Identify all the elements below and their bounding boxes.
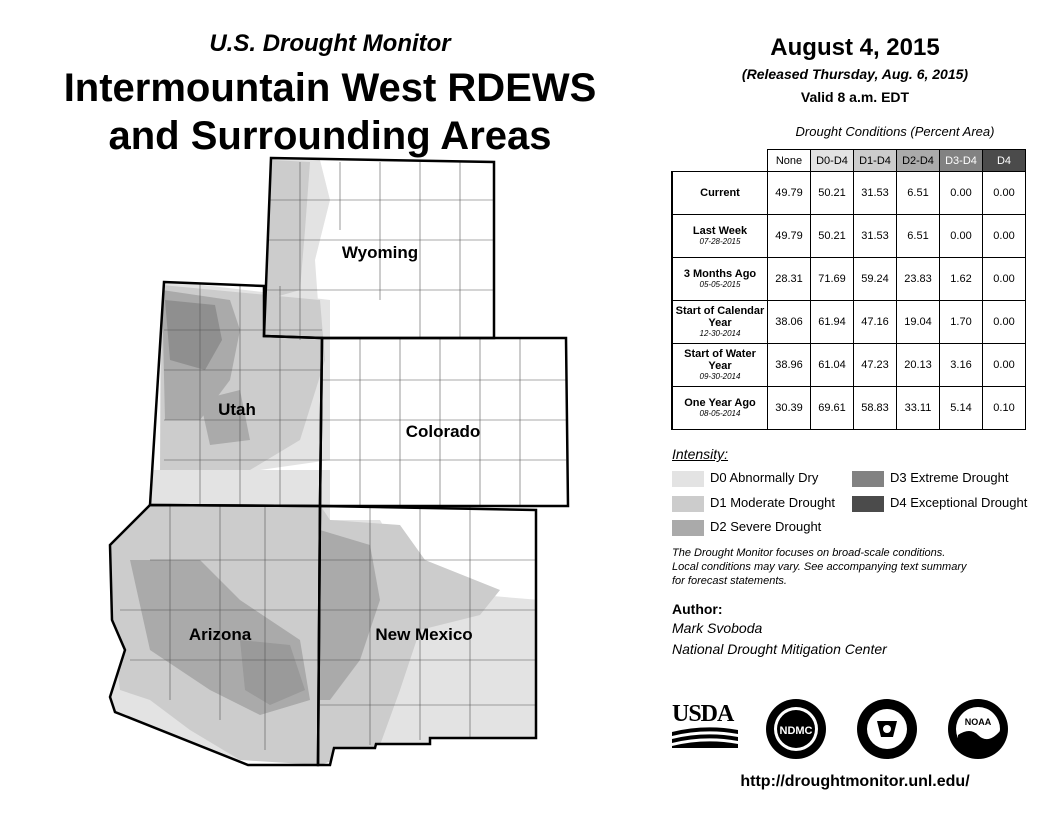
note-line: for forecast statements. bbox=[672, 575, 787, 587]
table-corner bbox=[672, 150, 768, 172]
legend-swatch bbox=[672, 496, 704, 512]
legend-item-d2 bbox=[672, 519, 821, 536]
release-date: (Released Thursday, Aug. 6, 2015) bbox=[741, 66, 969, 82]
state-label-arizona: Arizona bbox=[188, 625, 252, 644]
table-cell: 3.16 bbox=[940, 344, 983, 387]
row-sublabel: 09-30-2014 bbox=[699, 372, 741, 381]
legend-item-d4 bbox=[852, 495, 1027, 512]
legend-item-d3 bbox=[852, 470, 1009, 487]
table-cell: 50.21 bbox=[811, 172, 854, 215]
drought-conditions-table bbox=[671, 149, 1026, 430]
legend-label: D1 Moderate Drought bbox=[710, 495, 836, 510]
table-cell: 31.53 bbox=[854, 172, 897, 215]
legend-label: D0 Abnormally Dry bbox=[710, 470, 819, 485]
table-cell: 49.79 bbox=[768, 215, 811, 258]
legend-item-d1 bbox=[672, 495, 835, 512]
col-header-none: None bbox=[768, 150, 811, 172]
commerce-seal-logo bbox=[855, 697, 919, 761]
table-cell: 0.00 bbox=[983, 344, 1026, 387]
table-cell: 28.31 bbox=[768, 258, 811, 301]
author-name: Mark Svoboda bbox=[672, 620, 763, 636]
table-cell: 58.83 bbox=[854, 387, 897, 430]
row-label-text: Current bbox=[700, 187, 740, 199]
table-cell: 0.00 bbox=[940, 172, 983, 215]
website-url[interactable]: http://droughtmonitor.unl.edu/ bbox=[740, 773, 970, 790]
table-row bbox=[672, 258, 1026, 301]
row-label bbox=[672, 387, 768, 430]
table-cell: 49.79 bbox=[768, 172, 811, 215]
row-label bbox=[672, 258, 768, 301]
col-header-d1-d4: D1-D4 bbox=[854, 150, 897, 172]
row-label-text: Start of Calendar Year bbox=[675, 305, 765, 329]
table-cell: 59.24 bbox=[854, 258, 897, 301]
row-sublabel: 08-05-2014 bbox=[699, 409, 741, 418]
legend-swatch bbox=[672, 520, 704, 536]
table-cell: 61.04 bbox=[811, 344, 854, 387]
table-cell: 47.16 bbox=[854, 301, 897, 344]
legend-swatch bbox=[852, 471, 884, 487]
table-cell: 19.04 bbox=[897, 301, 940, 344]
table-row bbox=[672, 387, 1026, 430]
row-sublabel: 05-05-2015 bbox=[699, 280, 741, 289]
table-cell: 33.11 bbox=[897, 387, 940, 430]
row-label bbox=[672, 172, 768, 215]
table-header-row bbox=[672, 150, 1026, 172]
table-cell: 0.00 bbox=[983, 215, 1026, 258]
table-cell: 0.00 bbox=[940, 215, 983, 258]
legend-title: Intensity: bbox=[672, 446, 729, 462]
usda-logo bbox=[672, 702, 738, 750]
noaa-logo-text: NOAA bbox=[964, 717, 992, 727]
map-supertitle: U.S. Drought Monitor bbox=[209, 30, 451, 57]
table-cell: 30.39 bbox=[768, 387, 811, 430]
table-row bbox=[672, 215, 1026, 258]
row-label-text: 3 Months Ago bbox=[683, 268, 757, 280]
map-title-line1: Intermountain West RDEWS bbox=[63, 66, 597, 110]
author-heading: Author: bbox=[672, 601, 723, 617]
row-label bbox=[672, 215, 768, 258]
legend-label: D2 Severe Drought bbox=[710, 519, 822, 534]
row-label-text: One Year Ago bbox=[684, 397, 756, 409]
table-cell: 1.62 bbox=[940, 258, 983, 301]
col-header-d3-d4: D3-D4 bbox=[940, 150, 983, 172]
table-cell: 0.10 bbox=[983, 387, 1026, 430]
row-label-text: Start of Water Year bbox=[684, 348, 756, 372]
author-organization: National Drought Mitigation Center bbox=[672, 641, 887, 657]
table-cell: 38.06 bbox=[768, 301, 811, 344]
usda-logo-mark bbox=[672, 726, 738, 748]
state-label-colorado: Colorado bbox=[405, 422, 481, 441]
table-cell: 0.00 bbox=[983, 172, 1026, 215]
disclaimer-note bbox=[672, 546, 1032, 588]
col-header-d4: D4 bbox=[983, 150, 1026, 172]
table-cell: 71.69 bbox=[811, 258, 854, 301]
legend-item-d0 bbox=[672, 470, 818, 487]
table-cell: 31.53 bbox=[854, 215, 897, 258]
note-line: The Drought Monitor focuses on broad-scale conditions. bbox=[672, 547, 946, 559]
legend-label: D4 Exceptional Drought bbox=[890, 495, 1028, 510]
table-cell: 6.51 bbox=[897, 215, 940, 258]
legend-swatch bbox=[852, 496, 884, 512]
table-cell: 38.96 bbox=[768, 344, 811, 387]
table-cell: 23.83 bbox=[897, 258, 940, 301]
row-sublabel: 07-28-2015 bbox=[699, 237, 741, 246]
ndmc-logo-text: NDMC bbox=[779, 725, 813, 737]
table-cell: 61.94 bbox=[811, 301, 854, 344]
table-cell: 1.70 bbox=[940, 301, 983, 344]
table-cell: 0.00 bbox=[983, 301, 1026, 344]
table-cell: 5.14 bbox=[940, 387, 983, 430]
legend-swatch bbox=[672, 471, 704, 487]
usda-logo-text: USDA bbox=[672, 701, 734, 727]
table-cell: 47.23 bbox=[854, 344, 897, 387]
table-row bbox=[672, 172, 1026, 215]
table-cell: 50.21 bbox=[811, 215, 854, 258]
note-line: Local conditions may vary. See accompanying text summary bbox=[672, 561, 967, 573]
row-label bbox=[672, 344, 768, 387]
table-row bbox=[672, 344, 1026, 387]
row-label-text: Last Week bbox=[692, 225, 748, 237]
table-cell: 0.00 bbox=[983, 258, 1026, 301]
d0-area bbox=[440, 680, 480, 720]
state-label-new-mexico: New Mexico bbox=[375, 625, 473, 644]
table-cell: 20.13 bbox=[897, 344, 940, 387]
state-label-utah: Utah bbox=[218, 400, 256, 419]
col-header-d0-d4: D0-D4 bbox=[811, 150, 854, 172]
table-caption: Drought Conditions (Percent Area) bbox=[795, 124, 995, 139]
legend-label: D3 Extreme Drought bbox=[890, 470, 1009, 485]
table-cell: 69.61 bbox=[811, 387, 854, 430]
table-row bbox=[672, 301, 1026, 344]
table-cell: 6.51 bbox=[897, 172, 940, 215]
map-title-line2: and Surrounding Areas bbox=[108, 114, 552, 158]
valid-time: Valid 8 a.m. EDT bbox=[800, 89, 910, 105]
row-sublabel: 12-30-2014 bbox=[699, 329, 741, 338]
noaa-logo bbox=[946, 697, 1010, 761]
col-header-d2-d4: D2-D4 bbox=[897, 150, 940, 172]
map-date: August 4, 2015 bbox=[770, 34, 940, 61]
state-label-wyoming: Wyoming bbox=[341, 243, 419, 262]
row-label bbox=[672, 301, 768, 344]
ndmc-logo bbox=[764, 697, 828, 761]
